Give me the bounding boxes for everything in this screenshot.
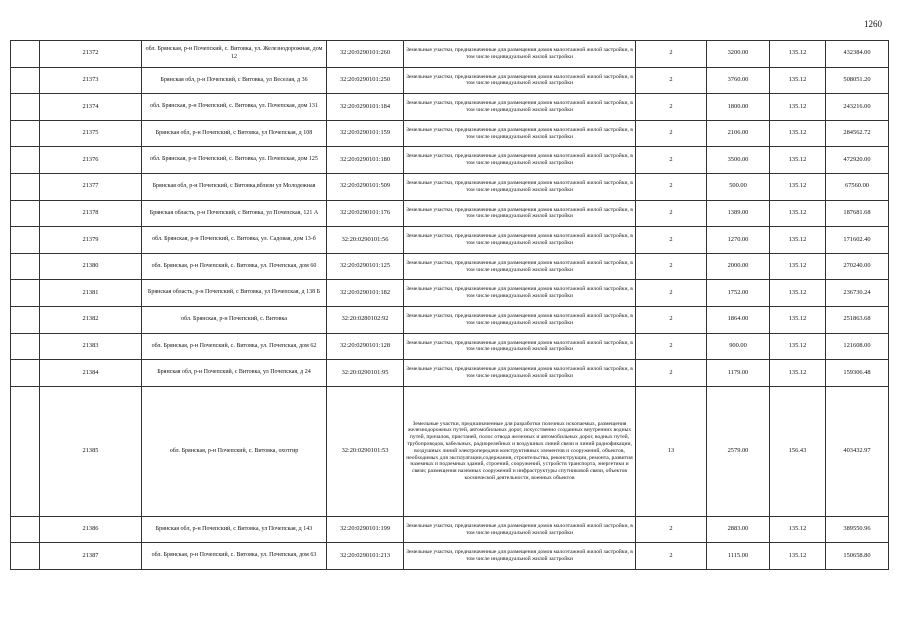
cell-land-purpose: Земельные участки, предназначенные для размещения домов малоэтажной жилой застройки, в том числе индивидуальной жилой застройки [404, 147, 636, 174]
cell-cadastral-number: 32:20:0290101:199 [327, 516, 404, 543]
cell-land-purpose: Земельные участки, предназначенные для размещения домов малоэтажной жилой застройки, в том числе индивидуальной жилой застройки [404, 94, 636, 121]
cell-row-id: 21377 [40, 173, 142, 200]
cell-address: Брянская обл, р-н Почепский, с Витовка,вблизи ул Молодежная [142, 173, 327, 200]
cell-land-purpose: Земельные участки, предназначенные для размещения домов малоэтажной жилой застройки, в том числе индивидуальной жилой застройки [404, 227, 636, 254]
cell-blank [11, 67, 40, 94]
cell-address: обл. Брянская, р-н Почепский, с. Витовка, ул. Почепская, дом 60 [142, 253, 327, 280]
cell-row-id: 21372 [40, 41, 142, 68]
cell-blank [11, 280, 40, 307]
cell-cadastral-number: 32:20:0280102:92 [327, 306, 404, 333]
cell-area: 2106.00 [707, 120, 770, 147]
cell-cadastral-value: 187681.68 [826, 200, 889, 227]
cell-rate: 135.12 [770, 67, 826, 94]
cell-row-id: 21380 [40, 253, 142, 280]
cell-row-id: 21383 [40, 333, 142, 360]
cell-land-purpose: Земельные участки, предназначенные для размещения домов малоэтажной жилой застройки, в том числе индивидуальной жилой застройки [404, 41, 636, 68]
cell-blank [11, 306, 40, 333]
cell-land-purpose: Земельные участки, предназначенные для размещения домов малоэтажной жилой застройки, в том числе индивидуальной жилой застройки [404, 173, 636, 200]
cell-group-code: 2 [636, 94, 707, 121]
cell-cadastral-value: 251863.68 [826, 306, 889, 333]
cell-cadastral-number: 32:20:0290101:53 [327, 386, 404, 516]
cell-cadastral-number: 32:20:0290101:182 [327, 280, 404, 307]
cell-land-purpose: Земельные участки, предназначенные для размещения домов малоэтажной жилой застройки, в том числе индивидуальной жилой застройки [404, 253, 636, 280]
cell-blank [11, 227, 40, 254]
cell-rate: 135.12 [770, 227, 826, 254]
cell-address: Брянская обл, р-н Почепский, с Витовка, ул Веселая, д 36 [142, 67, 327, 94]
cell-group-code: 2 [636, 67, 707, 94]
cell-blank [11, 120, 40, 147]
cell-group-code: 2 [636, 306, 707, 333]
cell-group-code: 2 [636, 200, 707, 227]
cell-area: 2579.00 [707, 386, 770, 516]
table-row [11, 94, 889, 121]
page-number: 1260 [864, 19, 882, 29]
cell-land-purpose: Земельные участки, предназначенные для размещения домов малоэтажной жилой застройки, в том числе индивидуальной жилой застройки [404, 120, 636, 147]
cell-blank [11, 200, 40, 227]
cell-area: 500.00 [707, 173, 770, 200]
cell-land-purpose: Земельные участки, предназначенные для размещения домов малоэтажной жилой застройки, в том числе индивидуальной жилой застройки [404, 516, 636, 543]
table-row [11, 120, 889, 147]
cell-group-code: 13 [636, 386, 707, 516]
cell-area: 1179.00 [707, 360, 770, 387]
cell-rate: 156.43 [770, 386, 826, 516]
cell-cadastral-value: 270240.00 [826, 253, 889, 280]
cell-rate: 135.12 [770, 147, 826, 174]
table-row [11, 280, 889, 307]
cell-cadastral-value: 243216.00 [826, 94, 889, 121]
cell-blank [11, 360, 40, 387]
cell-rate: 135.12 [770, 360, 826, 387]
cell-group-code: 2 [636, 543, 707, 570]
cell-area: 2000.00 [707, 253, 770, 280]
cell-area: 1800.00 [707, 94, 770, 121]
cell-blank [11, 543, 40, 570]
cell-rate: 135.12 [770, 200, 826, 227]
cell-row-id: 21378 [40, 200, 142, 227]
cell-blank [11, 516, 40, 543]
cell-cadastral-number: 32:20:0290101:250 [327, 67, 404, 94]
cell-rate: 135.12 [770, 516, 826, 543]
cell-group-code: 2 [636, 280, 707, 307]
land-parcels-table [10, 40, 889, 570]
cell-row-id: 21387 [40, 543, 142, 570]
cell-cadastral-number: 32:20:0290101:184 [327, 94, 404, 121]
table-body [11, 41, 889, 570]
cell-row-id: 21375 [40, 120, 142, 147]
cell-blank [11, 253, 40, 280]
cell-blank [11, 173, 40, 200]
cell-blank [11, 386, 40, 516]
cell-group-code: 2 [636, 120, 707, 147]
table-row [11, 253, 889, 280]
cell-area: 3500.00 [707, 147, 770, 174]
table-row [11, 67, 889, 94]
cell-blank [11, 147, 40, 174]
cell-group-code: 2 [636, 41, 707, 68]
cell-cadastral-value: 121608.00 [826, 333, 889, 360]
cell-cadastral-value: 150658.80 [826, 543, 889, 570]
cell-group-code: 2 [636, 253, 707, 280]
cell-group-code: 2 [636, 227, 707, 254]
cell-address: Брянская область, р-н Почепский, с Витовка, ул Почепская, д 138 Б [142, 280, 327, 307]
cell-cadastral-number: 32:20:0290101:509 [327, 173, 404, 200]
cell-cadastral-value: 159306.48 [826, 360, 889, 387]
cell-area: 2883.00 [707, 516, 770, 543]
cell-row-id: 21385 [40, 386, 142, 516]
cell-cadastral-value: 171602.40 [826, 227, 889, 254]
table-row [11, 333, 889, 360]
cell-address: обл. Брянская, р-н Почепский, с. Витовка, ул. Почепская, дом 131 [142, 94, 327, 121]
cell-area: 1270.00 [707, 227, 770, 254]
cell-group-code: 2 [636, 173, 707, 200]
cell-land-purpose: Земельные участки, предназначенные для размещения домов малоэтажной жилой застройки, в том числе индивидуальной жилой застройки [404, 543, 636, 570]
cell-cadastral-value: 389550.96 [826, 516, 889, 543]
table-row [11, 516, 889, 543]
table-row [11, 543, 889, 570]
cell-blank [11, 94, 40, 121]
table-row [11, 200, 889, 227]
table-row [11, 306, 889, 333]
cell-row-id: 21379 [40, 227, 142, 254]
cell-address: обл. Брянская, р-н Почепский, с. Витовка, охотгир [142, 386, 327, 516]
cell-address: обл. Брянская, р-н Почепский, с. Витовка [142, 306, 327, 333]
cell-area: 1752.00 [707, 280, 770, 307]
cell-cadastral-number: 32:20:0290101:159 [327, 120, 404, 147]
table-row [11, 386, 889, 516]
cell-rate: 135.12 [770, 120, 826, 147]
table-row [11, 227, 889, 254]
cell-cadastral-value: 67560.00 [826, 173, 889, 200]
cell-row-id: 21386 [40, 516, 142, 543]
cell-area: 900.00 [707, 333, 770, 360]
cell-cadastral-number: 32:20:0290101:56 [327, 227, 404, 254]
cell-cadastral-value: 432384.00 [826, 41, 889, 68]
cell-land-purpose: Земельные участки, предназначенные для размещения домов малоэтажной жилой застройки, в том числе индивидуальной жилой застройки [404, 333, 636, 360]
cell-blank [11, 41, 40, 68]
cell-area: 1115.00 [707, 543, 770, 570]
cell-land-purpose: Земельные участки, предназначенные для размещения домов малоэтажной жилой застройки, в том числе индивидуальной жилой застройки [404, 67, 636, 94]
cell-cadastral-number: 32:20:0290101:95 [327, 360, 404, 387]
cell-cadastral-value: 236730.24 [826, 280, 889, 307]
cell-group-code: 2 [636, 360, 707, 387]
table-row [11, 41, 889, 68]
cell-area: 1864.00 [707, 306, 770, 333]
cell-rate: 135.12 [770, 173, 826, 200]
cell-address: Брянская обл, р-н Почепский, с Витовка, ул Почепская, д 24 [142, 360, 327, 387]
cell-row-id: 21381 [40, 280, 142, 307]
cell-cadastral-number: 32:20:0290101:260 [327, 41, 404, 68]
cell-rate: 135.12 [770, 543, 826, 570]
table-row [11, 360, 889, 387]
cell-cadastral-number: 32:20:0290101:213 [327, 543, 404, 570]
cell-cadastral-value: 403432.97 [826, 386, 889, 516]
cell-rate: 135.12 [770, 41, 826, 68]
cell-address: обл. Брянская, р-н Почепский, с. Витовка, ул. Железнодорожная, дом 12 [142, 41, 327, 68]
cell-group-code: 2 [636, 516, 707, 543]
cell-cadastral-value: 508051.20 [826, 67, 889, 94]
cell-cadastral-value: 284562.72 [826, 120, 889, 147]
cell-area: 3200.00 [707, 41, 770, 68]
table-row [11, 147, 889, 174]
cell-cadastral-value: 472920.00 [826, 147, 889, 174]
cell-group-code: 2 [636, 147, 707, 174]
cell-row-id: 21376 [40, 147, 142, 174]
cell-rate: 135.12 [770, 253, 826, 280]
cell-land-purpose: Земельные участки, предназначенные для разработки полезных ископаемых, размещения железнодорожных путей, автомобильных дорог, искусственно созданных внутренних водных путей, причалов, пристаней, полос отвода железных и автомобильных дорог, водных путей, трубопроводов, кабельных, радиорелейных и воздушных линий связи и линий радиофикации, воздушных линий электропередачи конструктивных элементов и сооружений, объектов, необходимых для эксплуатации,содержания, строительства, реконструкции, ремонта, развития наземных и подземных зданий, строений, сооружений, устройств транспорта, энергетики и связи; размещения наземных сооружений и инфраструктуры спутниковой связи, объектов космической деятельности, военных объектов [404, 386, 636, 516]
cell-address: обл. Брянская, р-н Почепский, с. Витовка, ул. Почепская, дом 62 [142, 333, 327, 360]
cell-rate: 135.12 [770, 306, 826, 333]
cell-area: 1389.00 [707, 200, 770, 227]
cell-land-purpose: Земельные участки, предназначенные для размещения домов малоэтажной жилой застройки, в том числе индивидуальной жилой застройки [404, 306, 636, 333]
cell-land-purpose: Земельные участки, предназначенные для размещения домов малоэтажной жилой застройки, в том числе индивидуальной жилой застройки [404, 200, 636, 227]
cell-row-id: 21373 [40, 67, 142, 94]
cell-row-id: 21374 [40, 94, 142, 121]
cell-address: Брянская область, р-н Почепский, с Витовка, ул Почепская, 121 А [142, 200, 327, 227]
cell-cadastral-number: 32:20:0290101:128 [327, 333, 404, 360]
cell-blank [11, 333, 40, 360]
cell-land-purpose: Земельные участки, предназначенные для размещения домов малоэтажной жилой застройки, в том числе индивидуальной жилой застройки [404, 360, 636, 387]
cell-row-id: 21382 [40, 306, 142, 333]
cell-address: Брянская обл, р-н Почепский, с Витовка, ул Почепская, д 143 [142, 516, 327, 543]
cell-rate: 135.12 [770, 280, 826, 307]
cell-land-purpose: Земельные участки, предназначенные для размещения домов малоэтажной жилой застройки, в том числе индивидуальной жилой застройки [404, 280, 636, 307]
cell-address: обл. Брянская, р-н Почепский, с. Витовка, ул. Садовая, дом 13-б [142, 227, 327, 254]
cell-rate: 135.12 [770, 333, 826, 360]
cell-row-id: 21384 [40, 360, 142, 387]
cell-area: 3760.00 [707, 67, 770, 94]
cell-address: Брянская обл, р-н Почепский, с Витовка, ул Почепская, д 108 [142, 120, 327, 147]
cell-cadastral-number: 32:20:0290101:125 [327, 253, 404, 280]
table-row [11, 173, 889, 200]
cell-cadastral-number: 32:20:0290101:180 [327, 147, 404, 174]
cell-address: обл. Брянская, р-н Почепский, с. Витовка, ул. Почепская, дом 63 [142, 543, 327, 570]
cell-cadastral-number: 32:20:0290101:176 [327, 200, 404, 227]
cell-group-code: 2 [636, 333, 707, 360]
cell-address: обл. Брянская, р-н Почепский, с. Витовка, ул. Почепская, дом 125 [142, 147, 327, 174]
cell-rate: 135.12 [770, 94, 826, 121]
